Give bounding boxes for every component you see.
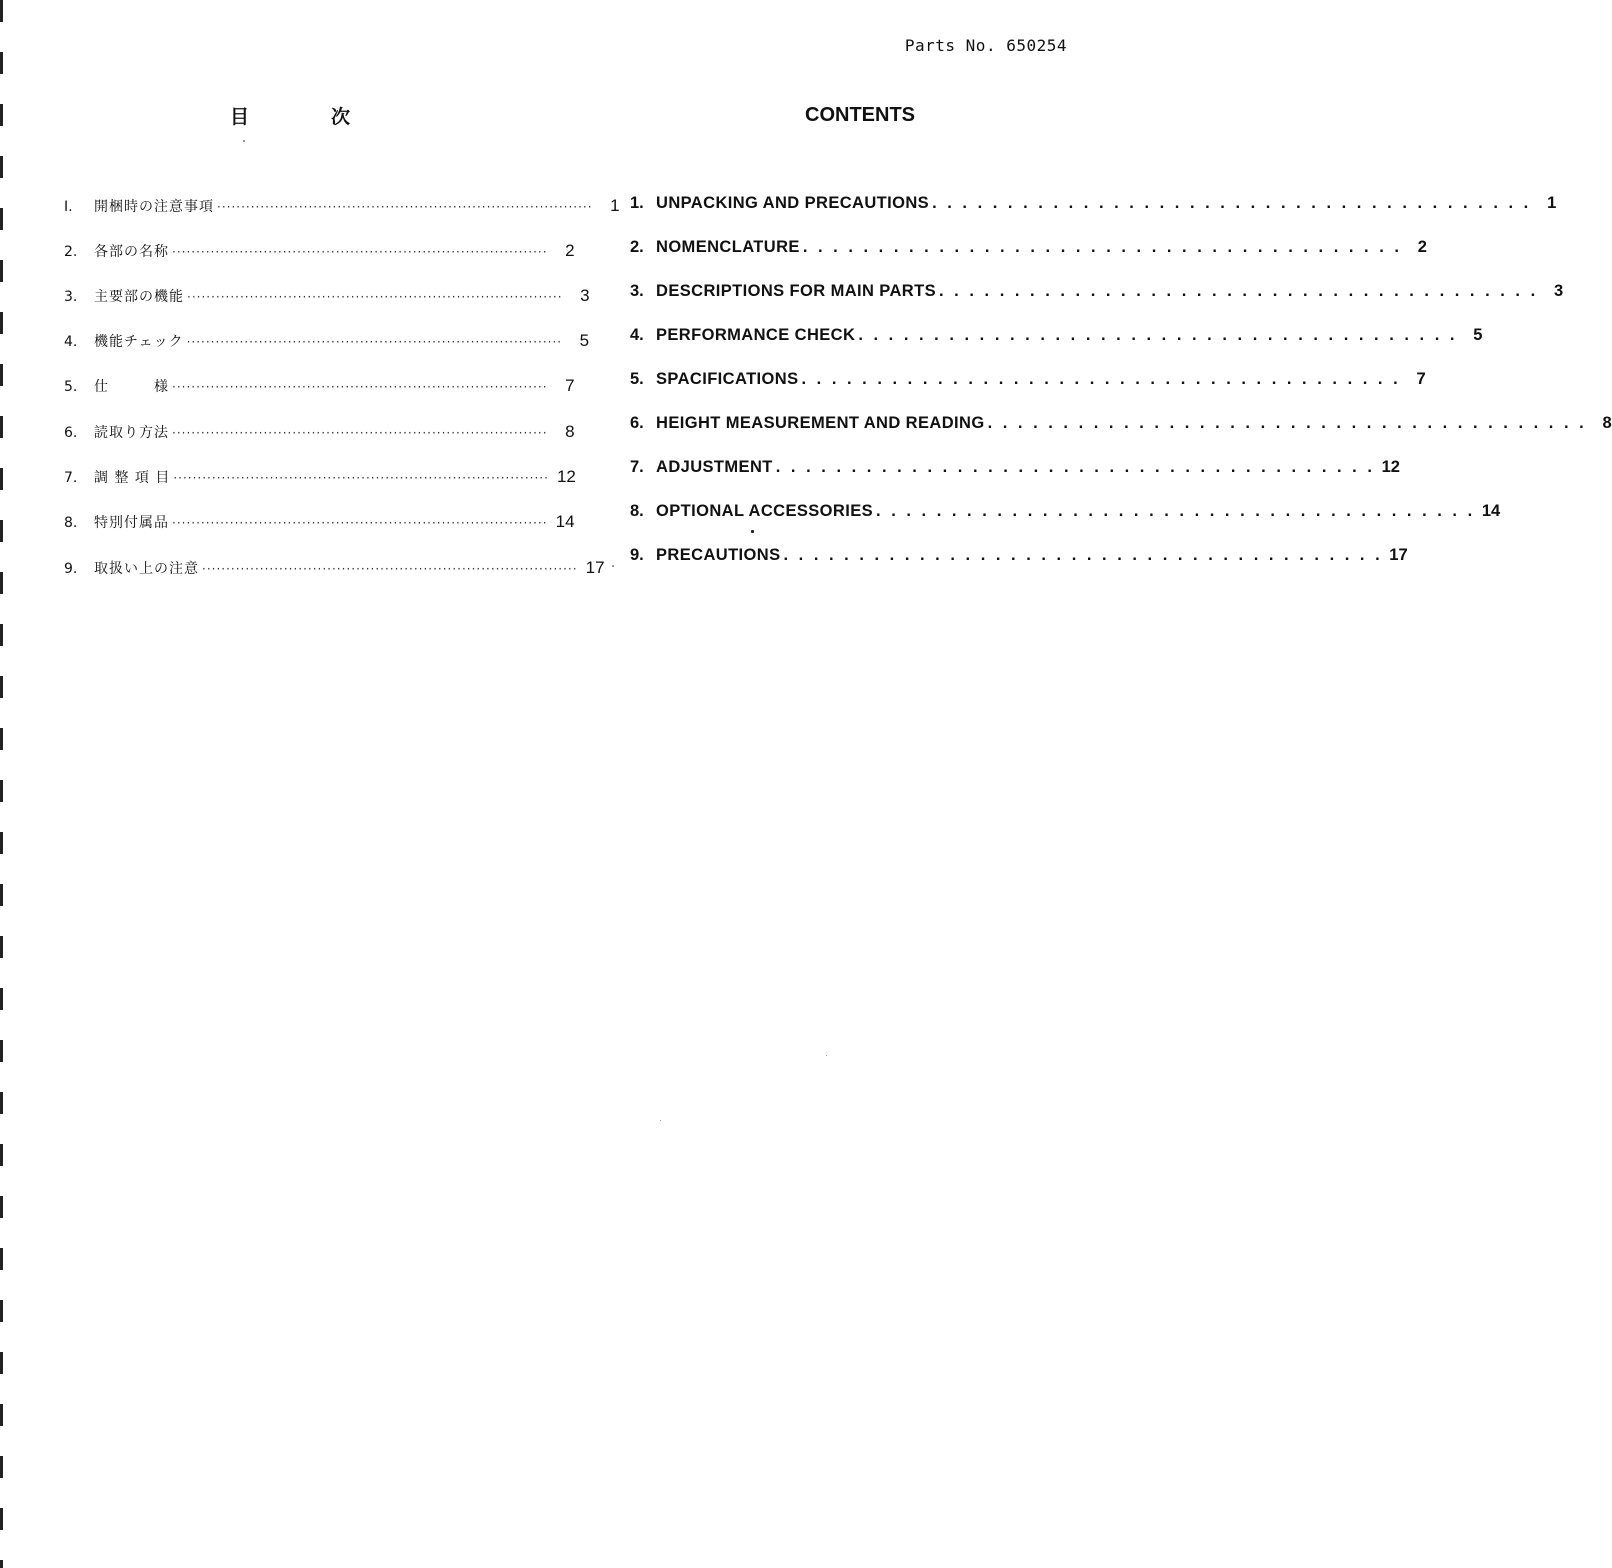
toc-entry[interactable] [630, 458, 1400, 477]
toc-entry[interactable] [64, 241, 575, 261]
toc-entry-label: 特別付属品 [94, 515, 169, 531]
toc-entry[interactable] [64, 512, 575, 532]
toc-entry-label: OPTIONAL ACCESSORIES [656, 502, 874, 520]
toc-entry-number: 2. [630, 238, 644, 256]
dot-leader: ·············································································· [187, 290, 563, 304]
toc-entry-page: 7 [1416, 370, 1426, 388]
toc-entry[interactable] [630, 326, 1483, 345]
toc-entry-label: 機能チェック [94, 334, 184, 350]
toc-entry-page: 3 [580, 286, 590, 305]
toc-entry-page: 14 [555, 512, 575, 531]
toc-entry-number: 8. [64, 515, 78, 531]
toc-entry[interactable] [630, 238, 1427, 257]
dot-leader: . . . . . . . . . . . . . . . . . . . . . . . . . . . . . . . . . . . . . . . . [858, 326, 1458, 344]
dot-leader: . . . . . . . . . . . . . . . . . . . . . . . . . . . . . . . . . . . . . . . . [876, 502, 1476, 520]
dot-leader: ·············································································· [172, 426, 548, 440]
toc-entry-page: 5 [579, 331, 590, 350]
scan-speck [612, 565, 614, 567]
toc-entry-label: 各部の名称 [94, 244, 169, 260]
dot-leader: ·············································································· [172, 516, 548, 530]
toc-entry-number: 9. [64, 561, 78, 577]
toc-entry[interactable] [630, 282, 1564, 301]
toc-entry-page: 17 [585, 558, 605, 577]
toc-entry-number: 7. [64, 470, 78, 486]
dot-leader: ·············································································· [217, 200, 593, 214]
dot-leader: ·············································································· [172, 245, 548, 259]
english-toc-title: CONTENTS [805, 104, 915, 126]
toc-entry-number: I. [64, 199, 73, 215]
toc-entry-page: 2 [1417, 238, 1427, 256]
toc-entry-label: 読取り方法 [94, 425, 169, 441]
japanese-title-char-2: 次 [330, 106, 350, 128]
dot-leader: ·············································································· [173, 471, 549, 485]
toc-entry[interactable] [630, 194, 1557, 213]
toc-entry[interactable] [630, 546, 1408, 565]
toc-entry-label: 主要部の機能 [94, 289, 184, 305]
toc-entry-number: 6. [630, 414, 644, 432]
toc-entry-page: 14 [1481, 502, 1501, 520]
toc-entry-page: 12 [556, 467, 576, 486]
dot-leader: ·············································································· [202, 562, 578, 576]
toc-entry-page: 5 [1473, 326, 1483, 344]
dot-leader: . . . . . . . . . . . . . . . . . . . . . . . . . . . . . . . . . . . . . . . . [802, 238, 1402, 256]
dot-leader: . . . . . . . . . . . . . . . . . . . . . . . . . . . . . . . . . . . . . . . . [987, 414, 1587, 432]
toc-entry-page: 8 [1602, 414, 1612, 432]
toc-entry-label: ADJUSTMENT [656, 458, 773, 476]
toc-entry-page: 1 [1547, 194, 1557, 212]
toc-entry[interactable] [630, 502, 1501, 521]
toc-entry-number: 4. [64, 334, 78, 350]
toc-entry[interactable] [630, 414, 1612, 433]
toc-entry-number: 5. [64, 379, 78, 395]
toc-entry-number: 8. [630, 502, 644, 520]
toc-entry-label: 取扱い上の注意 [94, 561, 199, 577]
toc-entry-label: 調 整 項 目 [94, 470, 171, 486]
scan-speck [660, 1120, 661, 1121]
toc-entry-number: 5. [630, 370, 644, 388]
toc-entry[interactable] [630, 370, 1426, 389]
toc-entry-number: 9. [630, 546, 644, 564]
japanese-toc-list [64, 0, 620, 600]
parts-number: Parts No. 650254 [904, 36, 1067, 55]
toc-entry-number: 3. [64, 289, 78, 305]
toc-entry-label: PRECAUTIONS [656, 546, 781, 564]
toc-entry-label: HEIGHT MEASUREMENT AND READING [656, 414, 985, 432]
toc-entry-label: 仕 様 [94, 379, 169, 395]
dot-leader: . . . . . . . . . . . . . . . . . . . . . . . . . . . . . . . . . . . . . . . . [932, 194, 1532, 212]
toc-entry-page: 12 [1381, 458, 1400, 476]
toc-entry[interactable] [64, 196, 620, 216]
toc-entry[interactable] [64, 558, 605, 578]
toc-entry[interactable] [64, 286, 590, 306]
toc-entry-number: 7. [630, 458, 644, 476]
dot-leader: ·············································································· [172, 380, 548, 394]
toc-entry-number: 3. [630, 282, 644, 300]
english-toc-list [630, 0, 1612, 600]
toc-entry-page: 1 [610, 196, 620, 215]
toc-entry-label: PERFORMANCE CHECK [656, 326, 856, 344]
toc-entry-page: 8 [565, 422, 575, 441]
dot-leader: ·············································································· [186, 335, 563, 349]
toc-entry[interactable] [64, 422, 575, 442]
dot-leader: . . . . . . . . . . . . . . . . . . . . . . . . . . . . . . . . . . . . . . . . [775, 458, 1375, 476]
scan-speck [826, 1055, 827, 1056]
scan-speck [243, 140, 245, 142]
toc-entry-label: 開梱時の注意事項 [94, 199, 214, 215]
toc-entry-label: UNPACKING AND PRECAUTIONS [656, 194, 930, 212]
dot-leader: . . . . . . . . . . . . . . . . . . . . . . . . . . . . . . . . . . . . . . . . [783, 546, 1383, 564]
toc-entry-label: SPACIFICATIONS [656, 370, 799, 388]
toc-entry-page: 3 [1553, 282, 1564, 300]
binding-edge-marks [0, 0, 3, 1568]
japanese-title-char-1: 目 [230, 106, 250, 128]
toc-entry-page: 7 [565, 376, 575, 395]
toc-entry[interactable] [64, 376, 575, 396]
dot-leader: . . . . . . . . . . . . . . . . . . . . . . . . . . . . . . . . . . . . . . . . [801, 370, 1401, 388]
toc-entry[interactable] [64, 331, 590, 351]
toc-entry-number: 6. [64, 425, 78, 441]
toc-entry-page: 2 [565, 241, 575, 260]
toc-entry-number: 4. [630, 326, 644, 344]
toc-entry-label: DESCRIPTIONS FOR MAIN PARTS [656, 282, 937, 300]
scan-speck [751, 530, 754, 533]
toc-entry[interactable] [64, 467, 576, 487]
toc-entry-number: 2. [64, 244, 78, 260]
dot-leader: . . . . . . . . . . . . . . . . . . . . . . . . . . . . . . . . . . . . . . . . [939, 282, 1539, 300]
toc-entry-number: 1. [630, 194, 644, 212]
toc-entry-page: 17 [1389, 546, 1408, 564]
toc-entry-label: NOMENCLATURE [656, 238, 800, 256]
